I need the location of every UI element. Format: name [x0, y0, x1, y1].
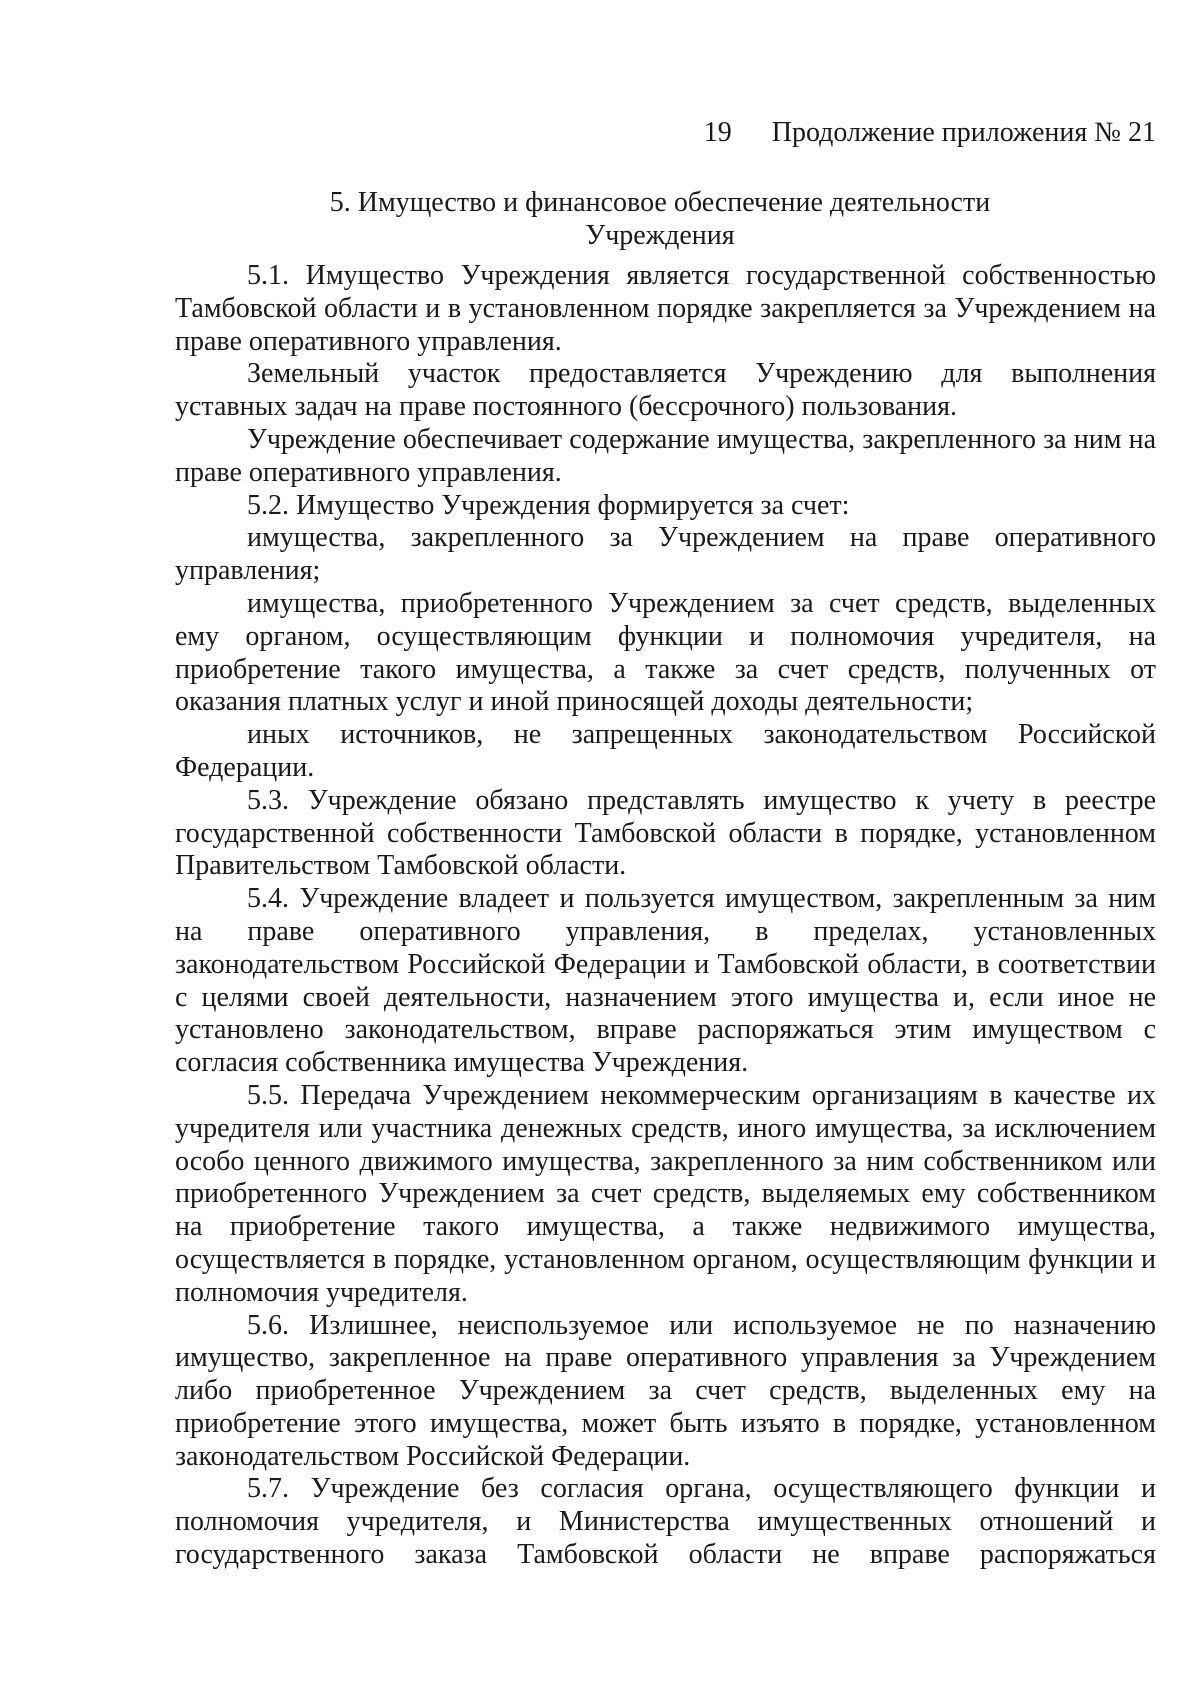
paragraph-land-plot: Земельный участок предоставляется Учреждению для выполнения уставных задач на праве постоянного (бессрочного) пользования.: [175, 358, 1156, 423]
paragraph-5-1: 5.1. Имущество Учреждения является государственной собственностью Тамбовской области и в установленном порядке закрепляется за Учреждением на праве оперативного управления.: [175, 260, 1156, 357]
section-title-line-1: 5. Имущество и финансовое обеспечение деятельности: [329, 187, 991, 218]
paragraph-5-2: 5.2. Имущество Учреждения формируется за счет:: [247, 489, 850, 521]
paragraph-5-6: 5.6. Излишнее, неиспользуемое или используемое не по назначению имущество, закрепленное на праве оперативного управления за Учреждением либо приобретенное Учреждением за счет средств, выделенных ему на приобретение этого имущества, может быть изъято в порядке, установленном законодательством Российской Федерации.: [175, 1309, 1156, 1472]
paragraph-5-7: 5.7. Учреждение без согласия органа, осуществляющего функции и полномочия учредителя, и Министерства имущественных отношений и государственного заказа Тамбовской области не вправе распоряжаться: [175, 1473, 1156, 1571]
page-number: 19: [703, 117, 732, 148]
paragraph-source-other: иных источников, не запрещенных законодательством Российской Федерации.: [175, 719, 1156, 783]
paragraph-5-3: 5.3. Учреждение обязано представлять имущество к учету в реестре государственной собственности Тамбовской области в порядке, установленном Правительством Тамбовской области.: [175, 784, 1156, 882]
page-header: [704, 116, 1156, 150]
document-body: [175, 260, 1156, 1572]
paragraph-5-5: 5.5. Передача Учреждением некоммерческим организациям в качестве их учредителя или участника денежных средств, иного имущества, за исключением особо ценного движимого имущества, закрепленного за ним собственником или приобретенного Учреждением за счет средств, выделяемых ему собственником на приобретение такого имущества, а также недвижимого имущества, осуществляется в порядке, установленном органом, осуществляющим функции и полномочия учредителя.: [175, 1079, 1156, 1308]
paragraph-source-acquired: имущества, приобретенного Учреждением за счет средств, выделенных ему органом, осуществляющим функции и полномочия учредителя, на приобретение такого имущества, а также за счет средств, полученных от оказания платных услуг и иной приносящей доходы деятельности;: [175, 587, 1156, 718]
paragraph-source-assigned: имущества, закрепленного за Учреждением на праве оперативного управления;: [175, 522, 1156, 587]
appendix-caption: Продолжение приложения № 21: [771, 117, 1156, 148]
paragraph-5-4: 5.4. Учреждение владеет и пользуется имуществом, закрепленным за ним на праве оперативного управления, в пределах, установленных законодательством Российской Федерации и Тамбовской области, в соответствии с целями своей деятельности, назначением этого имущества и, если иное не установлено законодательством, вправе распоряжаться этим имуществом с согласия собственника имущества Учреждения.: [175, 883, 1156, 1079]
section-title: [0, 186, 1200, 252]
section-title-line-2: Учреждения: [585, 220, 735, 251]
paragraph-maintenance: Учреждение обеспечивает содержание имущества, закрепленного за ним на праве оперативного управления.: [175, 423, 1156, 488]
